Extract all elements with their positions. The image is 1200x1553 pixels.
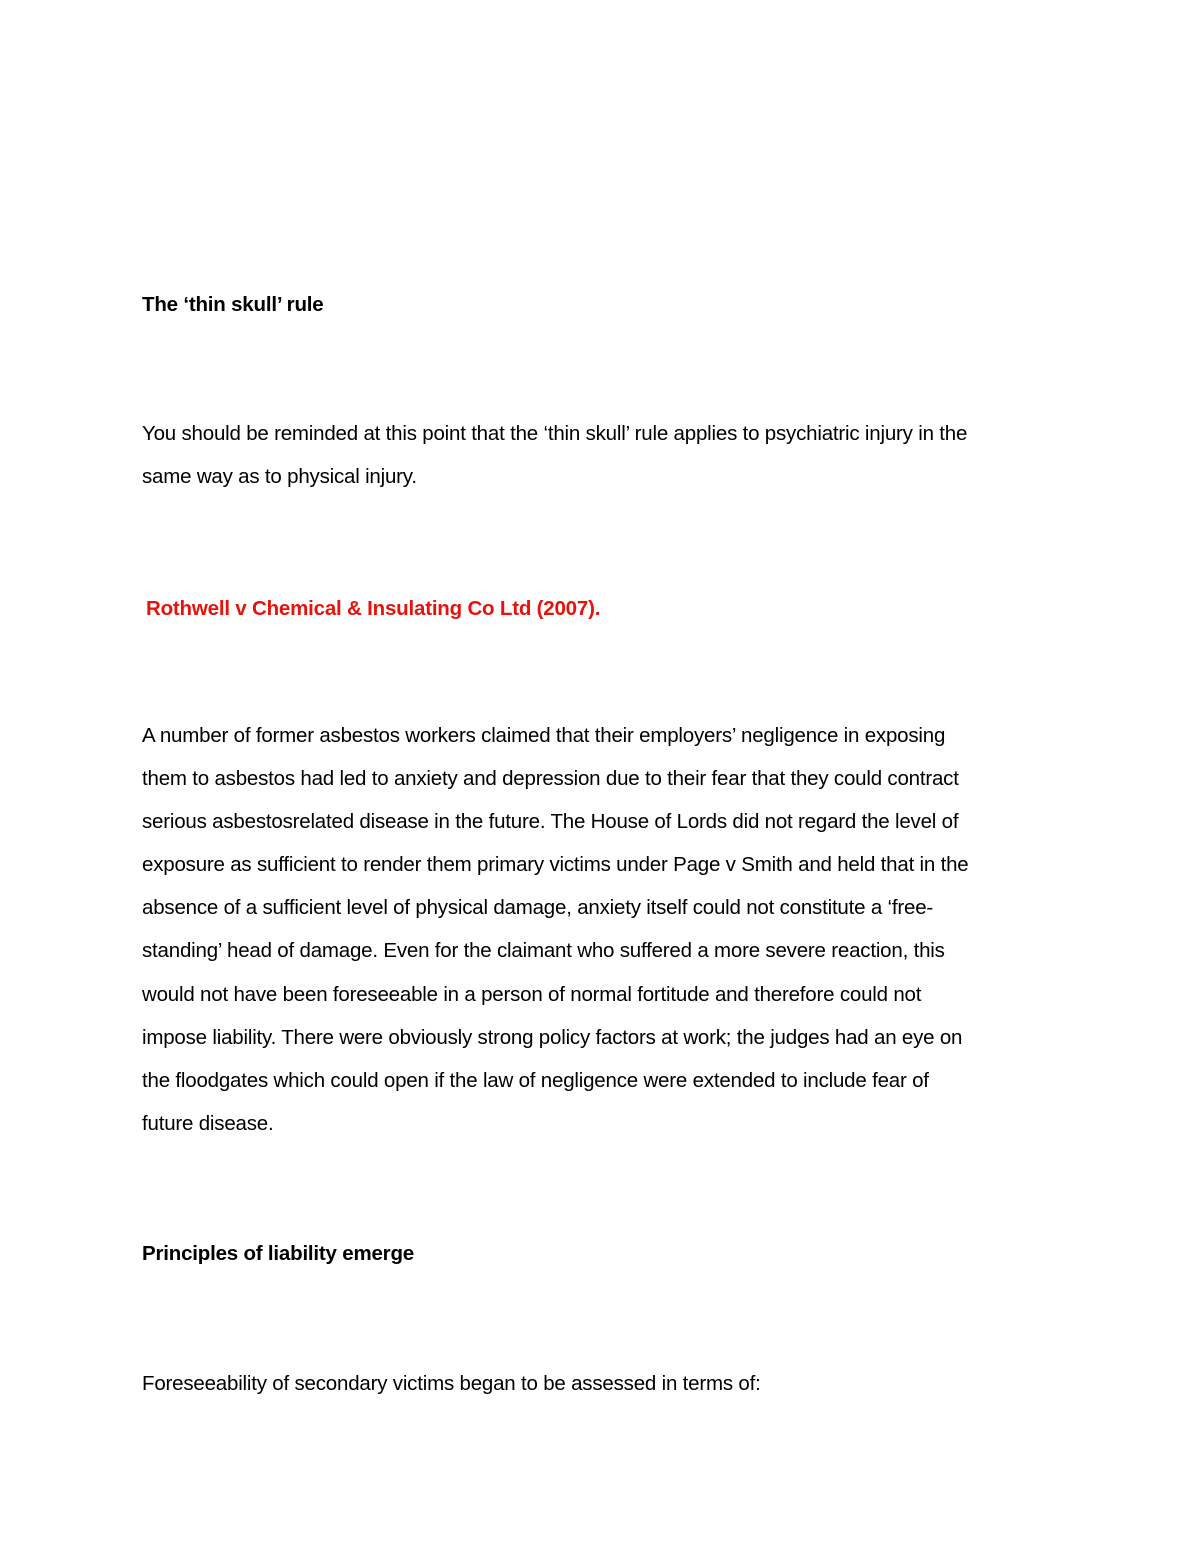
paragraph-line: standing’ head of damage. Even for the claimant who suffered a more severe reaction, this — [142, 939, 945, 963]
intro-paragraph — [142, 412, 1062, 498]
heading-principles-of-liability: Principles of liability emerge — [142, 1242, 414, 1265]
paragraph-line: exposure as sufficient to render them primary victims under Page v Smith and held that in the — [142, 853, 969, 877]
paragraph-line: A number of former asbestos workers claimed that their employers’ negligence in exposing — [142, 724, 946, 747]
foreseeability-line — [142, 1362, 1062, 1405]
paragraph-line: absence of a sufficient level of physical damage, anxiety itself could not constitute a ‘free- — [142, 896, 934, 920]
case-citation: Rothwell v Chemical & Insulating Co Ltd (2007). — [146, 597, 601, 620]
paragraph-line: would not have been foreseeable in a person of normal fortitude and therefore could not — [142, 982, 922, 1006]
paragraph-line: serious asbestosrelated disease in the future. The House of Lords did not regard the level of — [142, 810, 959, 834]
paragraph-line: same way as to physical injury. — [142, 465, 417, 489]
paragraph-line: Foreseeability of secondary victims began to be assessed in terms of: — [142, 1372, 761, 1395]
paragraph-line: them to asbestos had led to anxiety and depression due to their fear that they could contract — [142, 767, 959, 791]
case-paragraph — [142, 714, 1062, 1145]
paragraph-line: impose liability. There were obviously strong policy factors at work; the judges had an eye on — [142, 1025, 963, 1049]
paragraph-line: the floodgates which could open if the law of negligence were extended to include fear of — [142, 1068, 929, 1092]
paragraph-line: future disease. — [142, 1111, 274, 1135]
paragraph-line: You should be reminded at this point that the ‘thin skull’ rule applies to psychiatric injury in the — [142, 422, 968, 445]
heading-thin-skull-rule: The ‘thin skull’ rule — [142, 293, 324, 316]
